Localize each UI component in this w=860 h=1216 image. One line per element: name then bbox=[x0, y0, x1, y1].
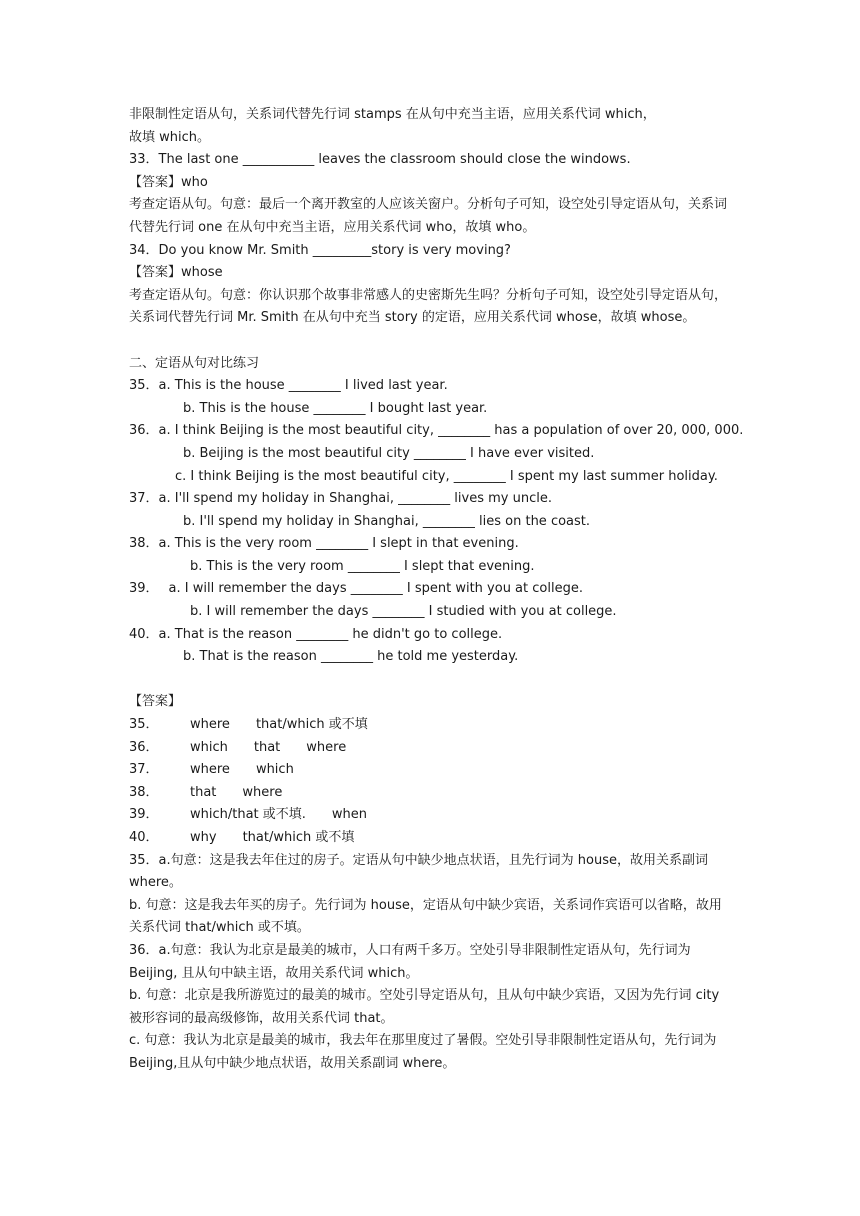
answer-number: 40． bbox=[129, 830, 159, 845]
spacer bbox=[129, 330, 731, 353]
exercise-text: a. I will remember the days ________ I spent with you at college. bbox=[168, 581, 583, 597]
exercise-line bbox=[129, 578, 731, 601]
section-heading: 二、定语从句对比练习 bbox=[129, 355, 260, 371]
exercise-line: 40．a. That is the reason ________ he didn't go to college. bbox=[129, 626, 503, 642]
intro-line: 非限制性定语从句，关系词代替先行词 stamps 在从句中充当主语，应用关系代词 which， bbox=[129, 107, 656, 122]
answer-row bbox=[129, 714, 731, 737]
exercise-line: b. I will remember the days ________ I studied with you at college. bbox=[190, 604, 617, 620]
answer-number: 36． bbox=[129, 739, 159, 755]
answer-cell: that/which 或不填 bbox=[255, 717, 368, 733]
exercise-line: b. This is the house ________ I bought last year. bbox=[183, 400, 488, 416]
answer-row bbox=[129, 827, 731, 850]
answer-cell: that bbox=[190, 784, 217, 800]
answer-cell: that bbox=[253, 739, 281, 755]
exercise-number: 39． bbox=[129, 581, 159, 597]
answer-33: 【答案】who bbox=[129, 174, 208, 190]
exercise-line: b. Beijing is the most beautiful city ________ I have ever visited. bbox=[183, 445, 595, 461]
exercise-line: c. I think Beijing is the most beautiful city, ________ I spent my last summer holiday. bbox=[175, 468, 718, 484]
exercise-line: 38．a. This is the very room ________ I slept in that evening. bbox=[129, 536, 519, 552]
exercise-line: b. I'll spend my holiday in Shanghai, ________ lies on the coast. bbox=[183, 513, 591, 529]
answer-cell: where bbox=[190, 717, 230, 733]
exercise-line: b. This is the very room ________ I slept that evening. bbox=[190, 558, 535, 574]
answer-row bbox=[129, 759, 731, 782]
answer-cell: where bbox=[306, 739, 347, 755]
answer-cell: where bbox=[190, 762, 230, 778]
explanation-paragraph: c. 句意：我认为北京是最美的城市，我去年在那里度过了暑假。空处引导非限制性定语从句，先行词为 Beijing,且从句中缺少地点状语，故用关系副词 where。 bbox=[129, 1033, 717, 1071]
answer-cell: where bbox=[242, 784, 283, 800]
document-body bbox=[129, 104, 744, 1076]
exercise-line: 37．a. I'll spend my holiday in Shanghai, ________ lives my uncle. bbox=[129, 491, 552, 507]
answer-number: 37． bbox=[129, 762, 159, 778]
explanation-paragraph: b. 句意：这是我去年买的房子。先行词为 house，定语从句中缺少宾语，关系词作宾语可以省略，故用关系代词 that/which 或不填。 bbox=[129, 897, 722, 936]
answer-cell: when bbox=[331, 807, 368, 823]
explanation-paragraph: b. 句意：北京是我所游览过的最美的城市。空处引导定语从句，且从句中缺少宾语，又因为先行词 city 被形容词的最高级修饰，故用关系代词 that。 bbox=[129, 988, 720, 1026]
answer-number: 35． bbox=[129, 717, 159, 733]
spacer bbox=[129, 669, 731, 692]
answer-row bbox=[129, 804, 731, 827]
answer-cell: which bbox=[255, 762, 294, 778]
explanation-34: 考查定语从句。句意：你认识那个故事非常感人的史密斯先生吗？分析句子可知，设空处引导定语从句，关系词代替先行词 Mr. Smith 在从句中充当 story 的定语，应用关系代词 whose，故填 whose。 bbox=[129, 287, 728, 326]
answer-34: 【答案】whose bbox=[129, 265, 223, 281]
question-34: 34．Do you know Mr. Smith _________story is very moving? bbox=[129, 242, 511, 258]
exercise-line: 36．a. I think Beijing is the most beautiful city, ________ has a population of over 20, 000, 000. bbox=[129, 423, 744, 439]
explanation-paragraph: 35．a.句意：这是我去年住过的房子。定语从句中缺少地点状语，且先行词为 house，故用关系副词 where。 bbox=[129, 852, 708, 891]
answer-row bbox=[129, 737, 731, 760]
exercise-line: 35．a. This is the house ________ I lived last year. bbox=[129, 378, 448, 394]
answer-cell: which/that 或不填. bbox=[190, 807, 306, 823]
answer-cell: that/which 或不填 bbox=[242, 830, 355, 845]
explanation-33: 考查定语从句。句意：最后一个离开教室的人应该关窗户。分析句子可知，设空处引导定语从句，关系词代替先行词 one 在从句中充当主语，应用关系代词 who，故填 who。 bbox=[129, 197, 728, 235]
answer-number: 39． bbox=[129, 807, 159, 823]
answer-cell: why bbox=[190, 830, 217, 845]
intro-line: 故填 which。 bbox=[129, 129, 211, 145]
answer-row bbox=[129, 782, 731, 805]
answer-number: 38． bbox=[129, 784, 159, 800]
exercise-line: b. That is the reason ________ he told me yesterday. bbox=[183, 649, 519, 665]
question-33: 33．The last one ___________ leaves the classroom should close the windows. bbox=[129, 152, 631, 168]
answers-heading: 【答案】 bbox=[129, 694, 182, 710]
explanation-paragraph: 36．a.句意：我认为北京是最美的城市，人口有两千多万。空处引导非限制性定语从句，先行词为 Beijing, 且从句中缺主语，故用关系代词 which。 bbox=[129, 942, 691, 981]
answer-cell: which bbox=[190, 739, 228, 755]
